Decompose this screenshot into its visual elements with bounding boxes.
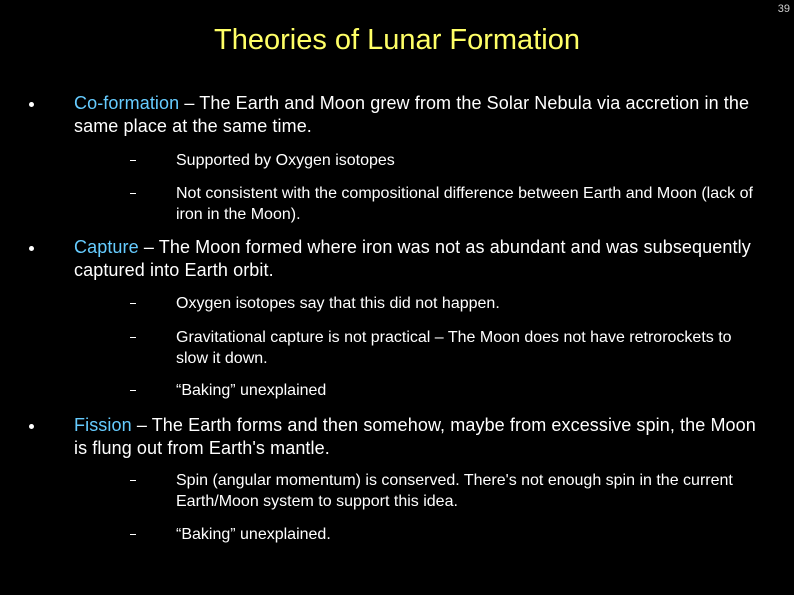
theory-term: Fission [74, 415, 132, 435]
slide-number: 39 [777, 3, 790, 15]
theory-description: – The Earth forms and then somehow, maybe from excessive spin, the Moon is flung out from Earth's mantle. [74, 415, 756, 458]
theory-point [176, 327, 756, 369]
dash-icon [130, 337, 136, 338]
bullet-icon [29, 246, 34, 251]
slide-title: Theories of Lunar Formation [214, 24, 580, 56]
dash-icon [130, 193, 136, 194]
theory-coformation [74, 92, 764, 138]
point-text: Spin (angular momentum) is conserved. There's not enough spin in the current Earth/Moon system to support this idea. [176, 472, 733, 510]
dash-icon [130, 534, 136, 535]
theory-term: Co-formation [74, 93, 180, 113]
bullet-icon [29, 424, 34, 429]
theory-point [176, 380, 756, 401]
dash-icon [130, 390, 136, 391]
point-text: Not consistent with the compositional difference between Earth and Moon (lack of iron in the Moon). [176, 185, 753, 223]
theory-point [176, 150, 756, 171]
theory-capture [74, 236, 764, 282]
point-text: “Baking” unexplained [176, 382, 327, 399]
point-text: “Baking” unexplained. [176, 526, 331, 543]
theory-fission [74, 414, 764, 460]
dash-icon [130, 480, 136, 481]
theory-description: – The Moon formed where iron was not as abundant and was subsequently captured into Earth orbit. [74, 237, 751, 280]
theory-point [176, 524, 756, 545]
point-text: Gravitational capture is not practical – The Moon does not have retrorockets to slow it down. [176, 329, 732, 367]
theory-point [176, 470, 756, 512]
theory-point [176, 293, 756, 314]
theory-description: – The Earth and Moon grew from the Solar Nebula via accretion in the same place at the same time. [74, 93, 750, 136]
theory-term: Capture [74, 237, 139, 257]
bullet-icon [29, 102, 34, 107]
point-text: Supported by Oxygen isotopes [176, 152, 395, 169]
dash-icon [130, 160, 136, 161]
dash-icon [130, 303, 136, 304]
theory-point [176, 183, 756, 225]
point-text: Oxygen isotopes say that this did not happen. [176, 295, 500, 312]
